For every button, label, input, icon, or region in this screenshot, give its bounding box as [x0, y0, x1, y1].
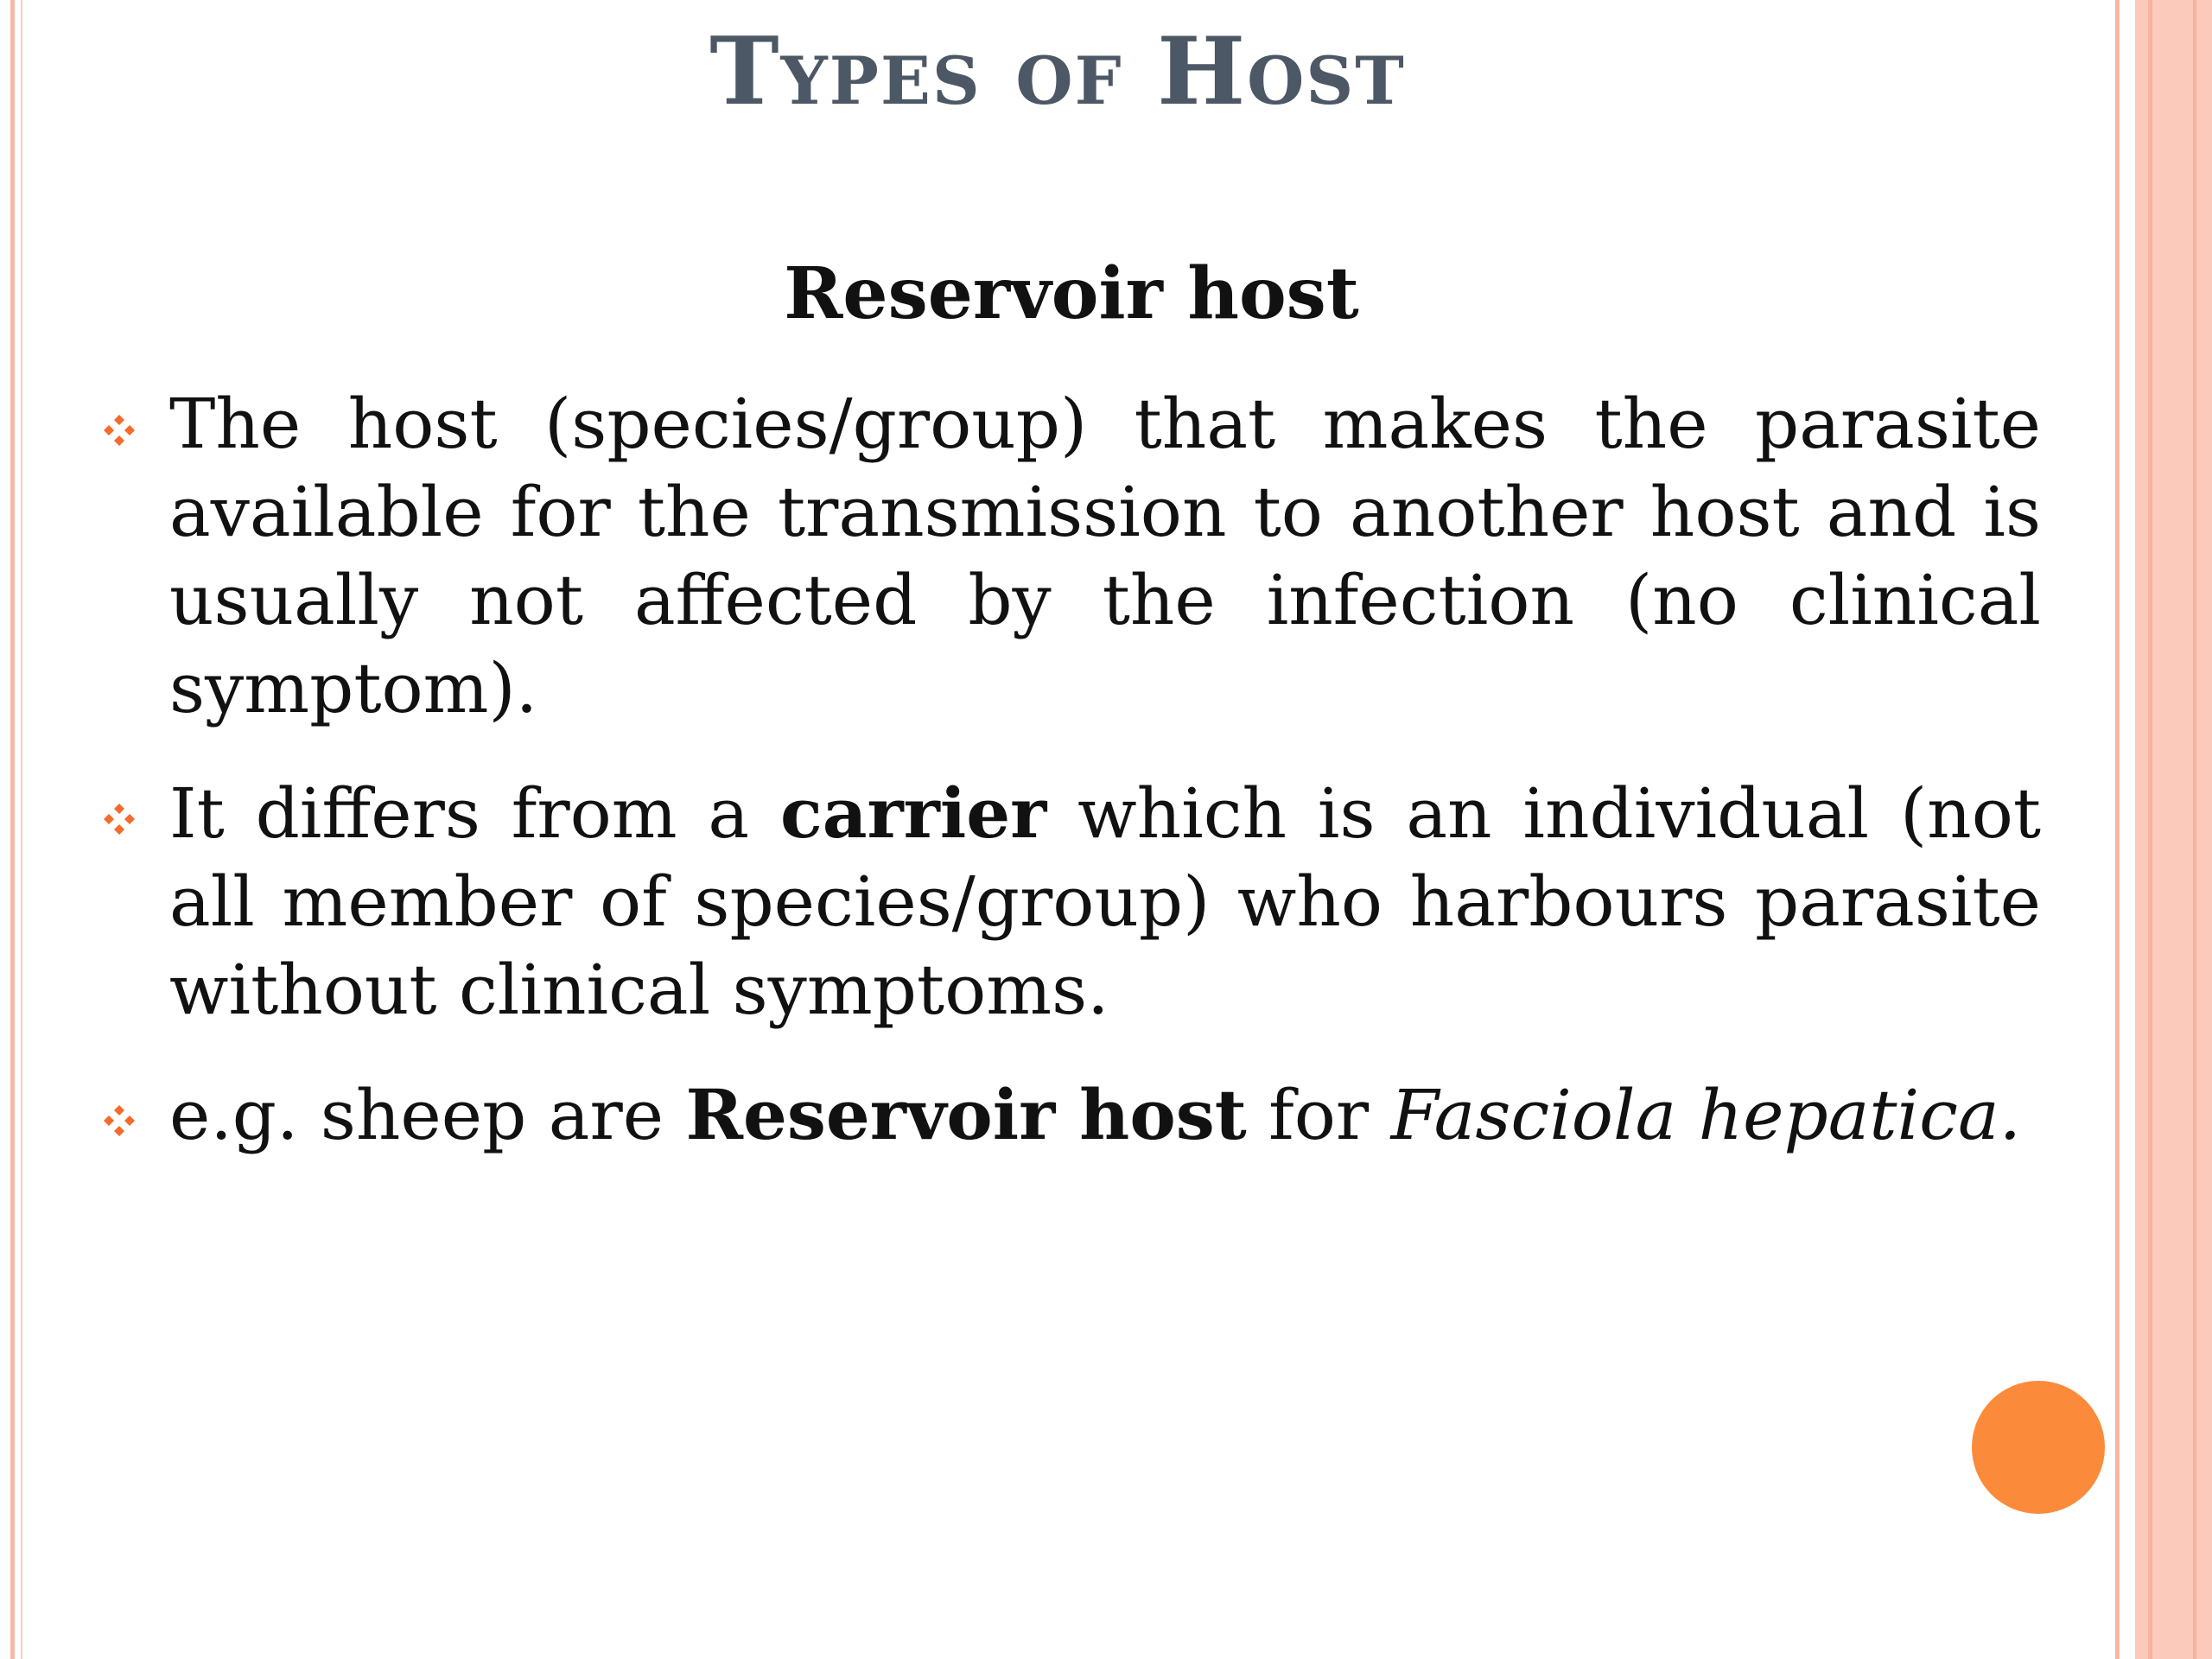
bullet-text-pre: e.g. sheep are: [169, 1075, 686, 1155]
bullet-text-italic: Fasciola hepatica.: [1390, 1075, 2022, 1155]
bullet-text: The host (species/group) that makes the parasite available for the transmission to another host and is usually not affected by the infection (no clinical symptom).: [169, 384, 2041, 728]
bullet-item-carrier: [97, 769, 2041, 1034]
bullet-item-definition: [97, 380, 2041, 733]
bullet-text-bold: carrier: [779, 772, 1047, 854]
bullet-text-mid: for: [1246, 1075, 1391, 1155]
right-frame-gap: [2120, 0, 2135, 1659]
four-diamond-bullet-icon: [102, 413, 137, 448]
bullet-text-post: which is an individual (not all member of species/group) who harbours parasite without clinical symptoms.: [169, 773, 2042, 1030]
orange-circle-decoration: [1972, 1381, 2105, 1514]
bullet-text-pre: It differs from a: [169, 773, 780, 854]
four-diamond-bullet-icon: [102, 1103, 137, 1138]
left-frame-line-inner: [21, 0, 22, 1659]
bullet-text-bold: Reservoir host: [685, 1074, 1247, 1155]
right-frame-band-line-outer: [2193, 0, 2196, 1659]
right-frame-band: [2135, 0, 2212, 1659]
four-diamond-bullet-icon: [102, 802, 137, 836]
section-heading: Reservoir host: [784, 252, 1359, 335]
right-frame-band-line: [2148, 0, 2152, 1659]
bullet-list: [97, 380, 2041, 1196]
left-frame-line: [10, 0, 15, 1659]
bullet-item-example: [97, 1071, 2041, 1160]
slide-title: Types of Host: [709, 17, 1406, 126]
